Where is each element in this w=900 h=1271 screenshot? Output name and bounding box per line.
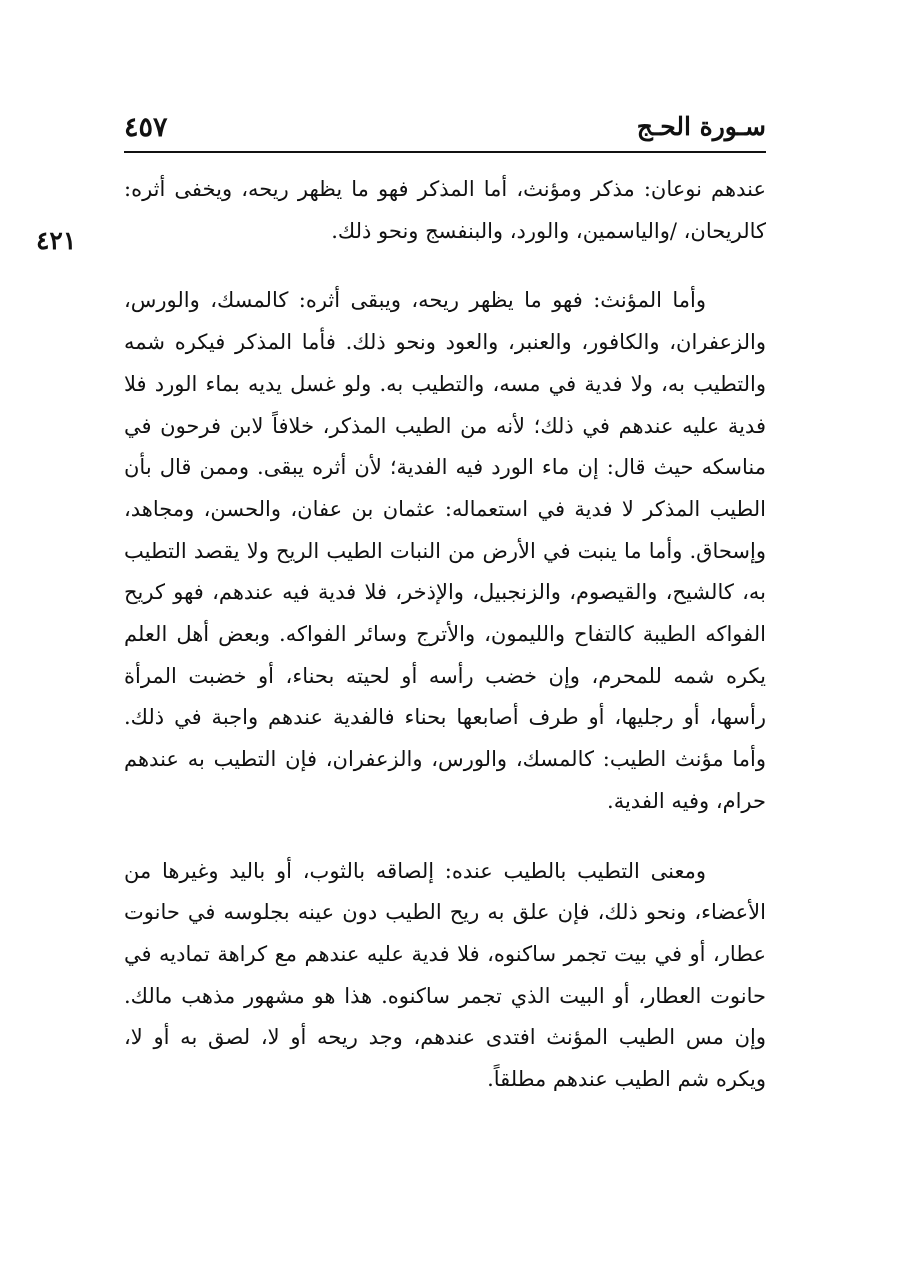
header-rule: [124, 151, 766, 153]
paragraph: وأما المؤنث: فهو ما يظهر ريحه، ويبقى أثره: كالمسك، والورس، والزعفران، والكافور، والعنبر، والعود ونحو ذلك. فأما المذكر فيكره شمه والتطيب به، ولا فدية في مسه، والتطيب به. ولو غسل يديه بماء الورد فلا فدية عليه عندهم في ذلك؛ لأنه من الطيب المذكر، خلافاً لابن فرحون في مناسكه حيث قال: إن ماء الورد فيه الفدية؛ لأن أثره يبقى. وممن قال بأن الطيب المذكر لا فدية في استعماله: عثمان بن عفان، والحسن، ومجاهد، وإسحاق. وأما ما ينبت في الأرض من النبات الطيب الريح ولا يقصد التطيب به، كالشيح، والقيصوم، والزنجبيل، والإذخر، فلا فدية فيه عندهم، فهو كريح الفواكه الطيبة كالتفاح والليمون، والأترج وسائر الفواكه. وبعض أهل العلم يكره شمه للمحرم، وإن خضب رأسه أو لحيته بحناء، أو خضبت المرأة رأسها، أو رجليها، أو طرف أصابعها بحناء فالفدية عندهم واجبة في ذلك. وأما مؤنث الطيب: كالمسك، والورس، والزعفران، فإن التطيب به عندهم حرام، وفيه الفدية.: [124, 288, 766, 813]
paragraph: ومعنى التطيب بالطيب عنده: إلصاقه بالثوب، أو باليد وغيرها من الأعضاء، ونحو ذلك، فإن علق به ريح الطيب دون عينه بجلوسه في حانوت عطار، أو في بيت تجمر ساكنوه، فلا فدية عليه عندهم مع كراهة تماديه في حانوت العطار، أو البيت الذي تجمر ساكنوه. هذا هو مشهور مذهب مالك. وإن مس الطيب المؤنث افتدى عندهم، وجد ريحه أو لا، لصق به أو لا، ويكره شم الطيب عندهم مطلقاً.: [124, 858, 766, 1092]
page-number: ٤٥٧: [124, 112, 168, 143]
margin-reference-number: ٤٢١: [36, 226, 77, 255]
running-header: [124, 108, 766, 148]
paragraph: عندهم نوعان: مذكر ومؤنث، أما المذكر فهو ما يظهر ريحه، ويخفى أثره: كالريحان، /والياسمين، والورد، والبنفسج ونحو ذلك.: [124, 177, 766, 243]
body-text: [124, 169, 766, 1101]
surah-title: سـورة الحـج: [636, 112, 766, 141]
